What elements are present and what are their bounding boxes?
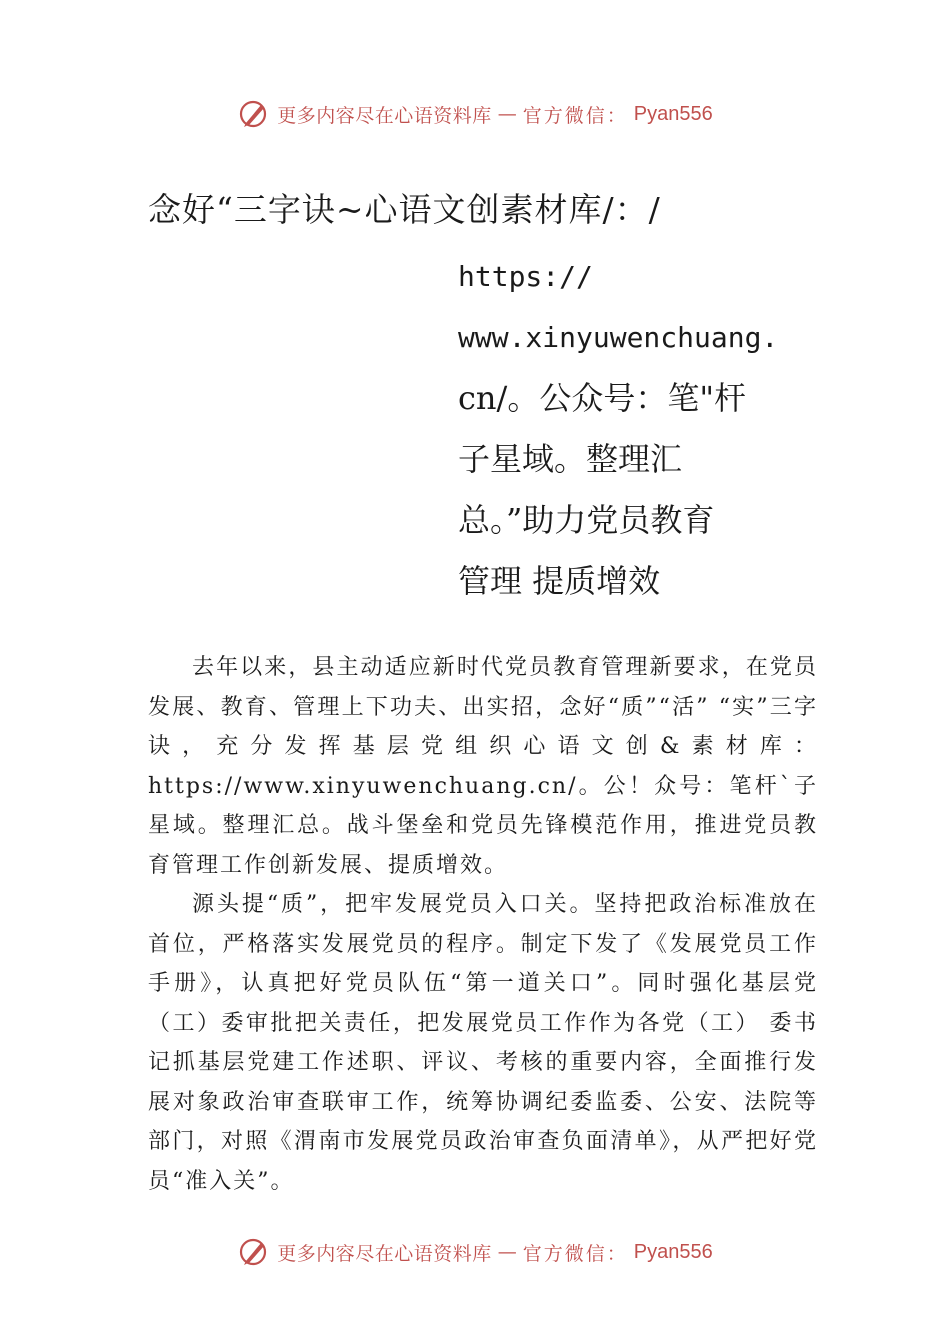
title-line: 管理 提质增效 <box>458 562 661 600</box>
title-line: 子星域。整理汇 <box>458 440 683 478</box>
title-line: 总。”助力党员教育 <box>458 501 715 539</box>
banner-wechat-label: 官方微信： <box>522 104 628 127</box>
body-paragraph: 源头提“质”，把牢发展党员入口关。坚持把政治标准放在首位，严格落实发展党员的程序。制定下发了《发展党员工作手册》，认真把好党员队伍“第一道关口”。同时强化基层党（工）委审批把关责任，把发展党员工作作为各党（工） 委书记抓基层党建工作述职、评议、考核的重要内容，全面推行发展对象政治审查联审工作，统筹协调纪委监委、公安、法院等部门，对照《渭南市发展党员政治审查负面清单》，从严把好党员“准入关”。 <box>148 892 818 1194</box>
banner-wechat-id: Pyan556 <box>633 102 713 125</box>
banner-title: 更多内容尽在心语资料库 <box>277 1242 492 1265</box>
banner-wechat-id: Pyan556 <box>633 1240 713 1263</box>
title-line: www.xinyuwenchuang. <box>458 321 779 354</box>
title-line: cn/。公众号：笔"杆 <box>458 379 747 417</box>
footer-banner <box>0 1232 950 1272</box>
banner-wechat-label: 官方微信： <box>522 1242 628 1265</box>
banner-separator: — <box>497 1241 517 1263</box>
banner-separator: — <box>497 103 517 125</box>
body-paragraph: 去年以来，县主动适应新时代党员教育管理新要求，在党员发展、教育、管理上下功夫、出实招，念好“质”“活” “实”三字诀，充分发挥基层党组织心语文创&素材库：https://www.xinyuwenchuang.cn/。公！众号：笔杆`子星域。整理汇总。战斗堡垒和党员先锋模范作用，推进党员教育管理工作创新发展、提质增效。 <box>148 655 818 878</box>
pen-logo-icon <box>237 1235 271 1269</box>
document-title-continuation <box>458 246 818 612</box>
title-line: https:// <box>458 260 593 293</box>
document-body <box>148 648 818 1201</box>
pen-logo-icon <box>237 97 271 131</box>
header-banner <box>0 94 950 134</box>
document-title-first-line: 念好“三字诀~心语文创素材库/：/ <box>148 190 661 229</box>
banner-title: 更多内容尽在心语资料库 <box>277 104 492 127</box>
